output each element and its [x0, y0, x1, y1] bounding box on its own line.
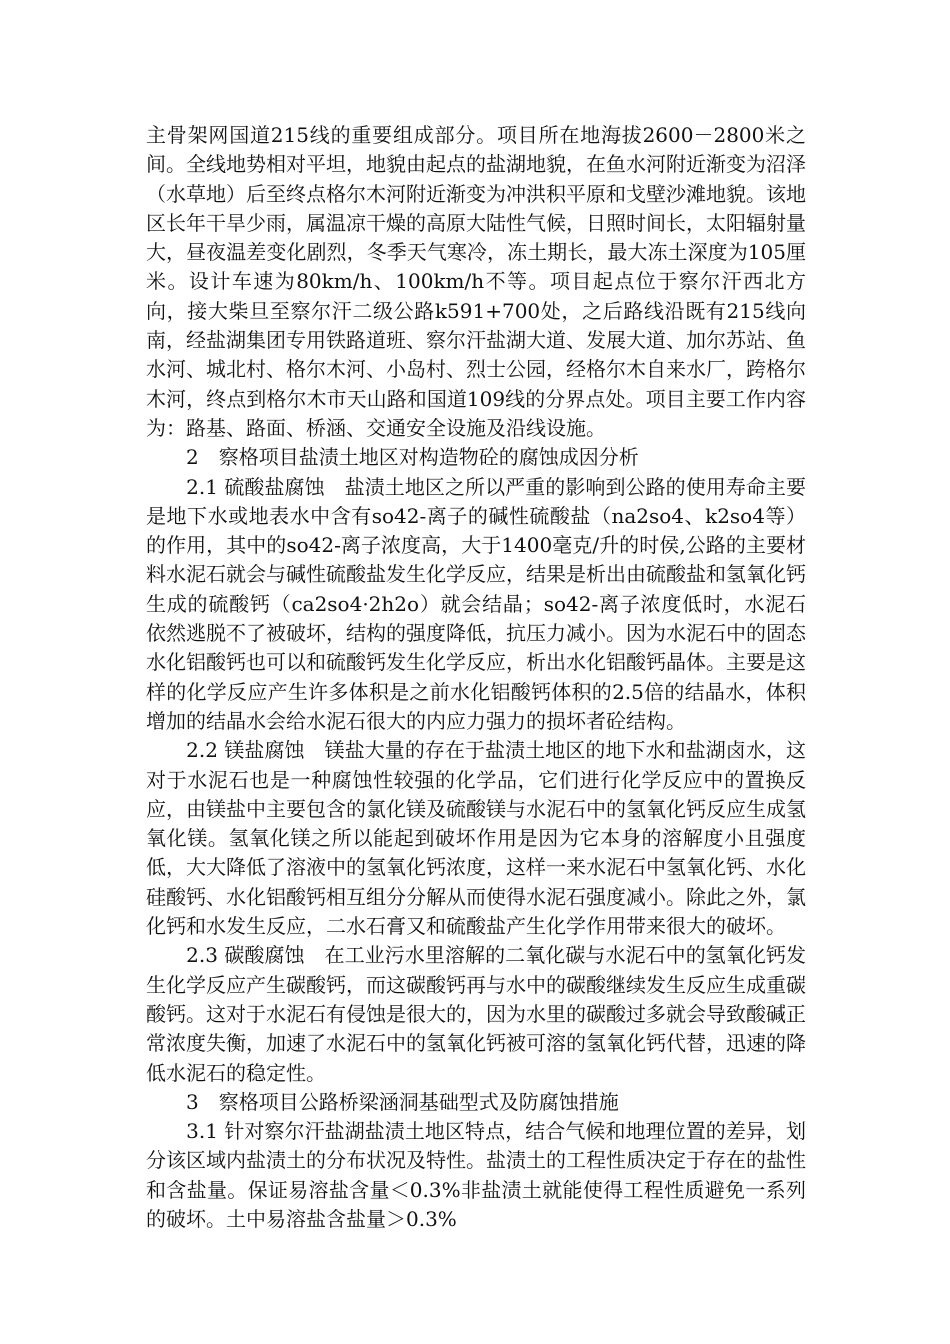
paragraph-carbonic-corrosion: 2.3 碳酸腐蚀 在工业污水里溶解的二氧化碳与水泥石中的氢氧化钙发生化学反应产生碳酸钙，而这碳酸钙再与水中的碳酸继续发生反应生成重碳酸钙。这对于水泥石有侵蚀是很大的，因为水里的碳酸过多就会导致酸碱正常浓度失衡，加速了水泥石中的氢氧化钙被可溶的氢氧化钙代替，迅速的降低水泥石的稳定性。 — [146, 943, 806, 1085]
section-heading-3: 3 察格项目公路桥梁涵洞基础型式及防腐蚀措施 — [146, 1089, 619, 1114]
document-body — [146, 121, 806, 1234]
paragraph-magnesium-corrosion: 2.2 镁盐腐蚀 镁盐大量的存在于盐渍土地区的地下水和盐湖卤水，这对于水泥石也是一种腐蚀性较强的化学品，它们进行化学反应中的置换反应，由镁盐中主要包含的氯化镁及硫酸镁与水泥石中的氢氧化钙反应生成氢氧化镁。氢氧化镁之所以能起到破坏作用是因为它本身的溶解度小且强度低，大大降低了溶液中的氢氧化钙浓度，这样一来水泥石中氢氧化钙、水化硅酸钙、水化铝酸钙相互组分分解从而使得水泥石强度减小。除此之外，氯化钙和水发生反应，二水石膏又和硫酸盐产生化学作用带来很大的破坏。 — [146, 738, 806, 939]
paragraph-sulfate-corrosion: 2.1 硫酸盐腐蚀 盐渍土地区之所以严重的影响到公路的使用寿命主要是地下水或地表水中含有so42-离子的碱性硫酸盐（na2so4、k2so4等）的作用，其中的so42-离子浓度高，大于1400毫克/升的时侯,公路的主要材料水泥石就会与碱性硫酸盐发生化学反应，结果是析出由硫酸盐和氢氧化钙生成的硫酸钙（ca2so4·2h2o）就会结晶；so42-离子浓度低时，水泥石依然逃脱不了被破坏，结构的强度降低，抗压力减小。因为水泥石中的固态水化铝酸钙也可以和硫酸钙发生化学反应，析出水化铝酸钙晶体。主要是这样的化学反应产生许多体积是之前水化铝酸钙体积的2.5倍的结晶水，体积增加的结晶水会给水泥石很大的内应力强力的损坏者砼结构。 — [146, 474, 806, 733]
section-heading-2: 2 察格项目盐渍土地区对构造物砼的腐蚀成因分析 — [146, 445, 639, 470]
paragraph-project-overview: 主骨架网国道215线的重要组成部分。项目所在地海拔2600－2800米之间。全线地势相对平坦，地貌由起点的盐湖地貌，在鱼水河附近渐变为沼泽（水草地）后至终点格尔木河附近渐变为冲洪积平原和戈壁沙滩地貌。该地区长年干旱少雨，属温凉干燥的高原大陆性气候，日照时间长，太阳辐射量大，昼夜温差变化剧烈，冬季天气寒冷，冻土期长，最大冻土深度为105厘米。设计车速为80km/h、100km/h不等。项目起点位于察尔汗西北方向，接大柴旦至察尔汗二级公路k591+700处，之后路线沿既有215线向南，经盐湖集团专用铁路道班、察尔汗盐湖大道、发展大道、加尔苏站、鱼水河、城北村、格尔木河、小岛村、烈士公园，经格尔木自来水厂，跨格尔木河，终点到格尔木市天山路和国道109线的分界点处。项目主要工作内容为：路基、路面、桥涵、交通安全设施及沿线设施。 — [146, 123, 806, 440]
paragraph-saline-soil-classification: 3.1 针对察尔汗盐湖盐渍土地区特点，结合气候和地理位置的差异，划分该区域内盐渍土的分布状况及特性。盐渍土的工程性质决定于存在的盐性和含盐量。保证易溶盐含量＜0.3%非盐渍土就能使得工程性质避免一系列的破坏。土中易溶盐含盐量＞0.3% — [146, 1119, 806, 1231]
